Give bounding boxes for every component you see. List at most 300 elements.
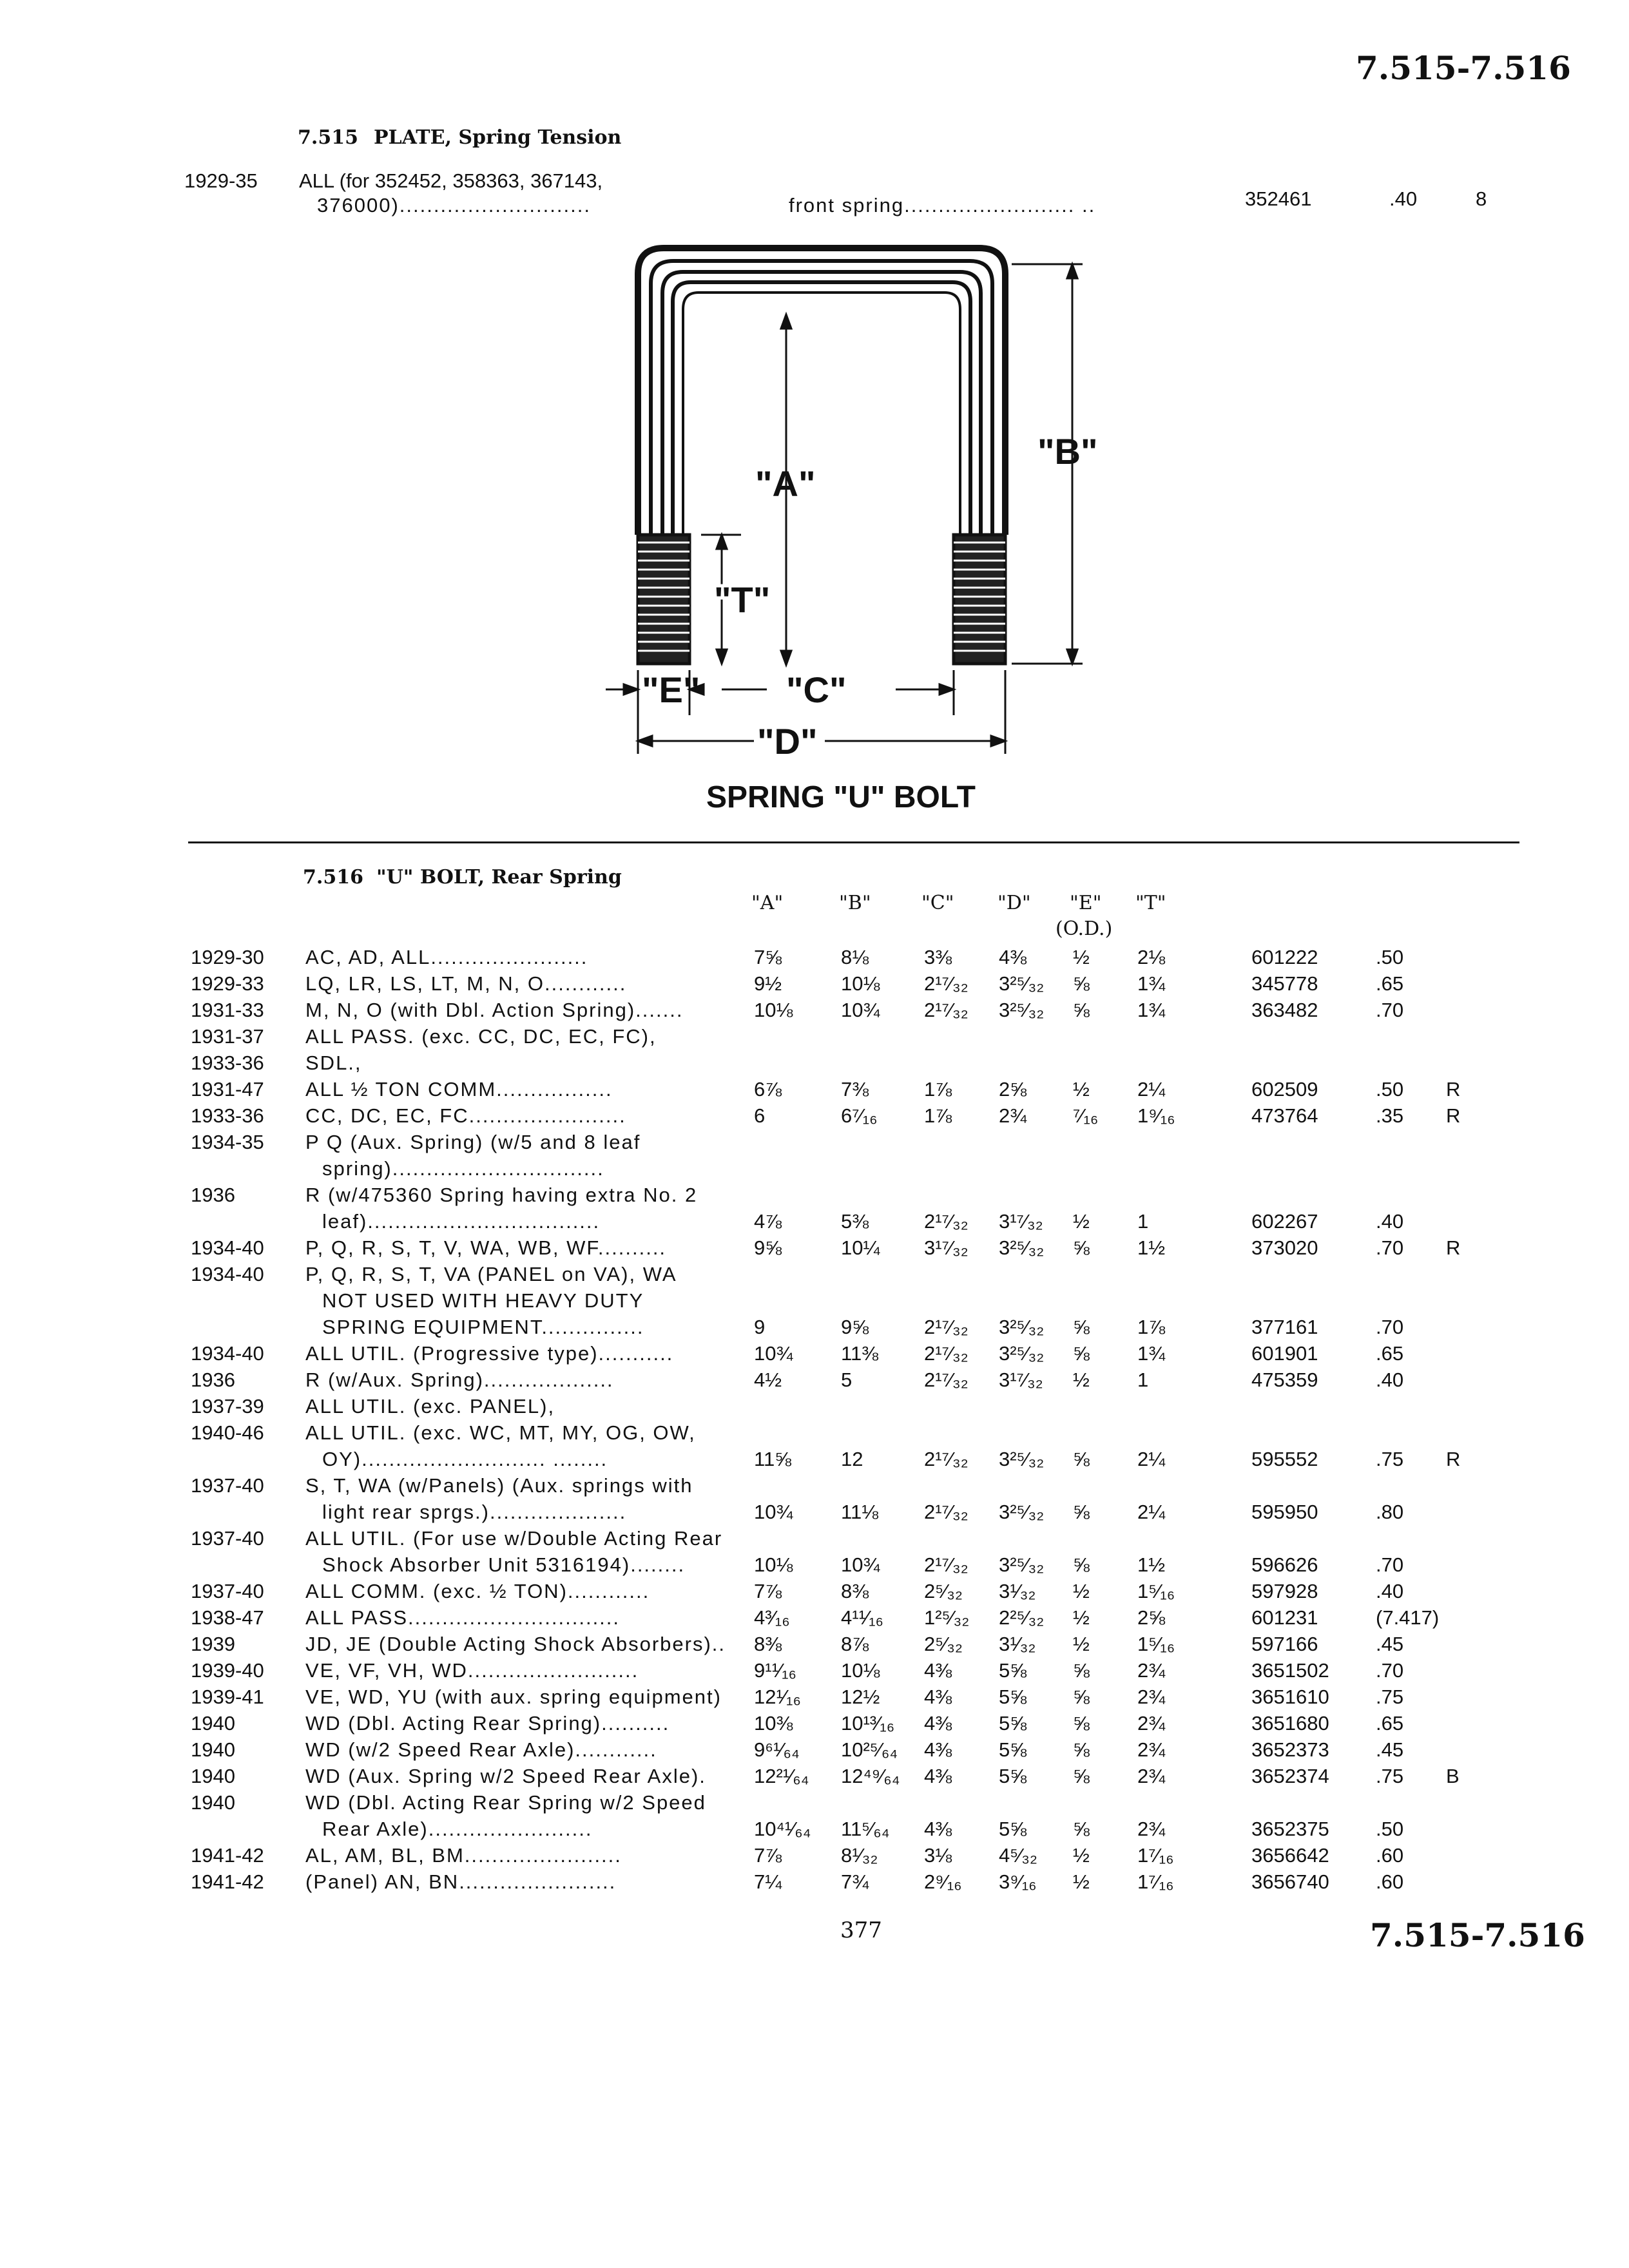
row-price: .40 xyxy=(1376,1580,1404,1602)
label-T: "T" xyxy=(714,579,771,620)
column-subheader-od: (O.D.) xyxy=(1055,918,1113,940)
row-model: Rear Axle)........................ xyxy=(322,1818,593,1840)
row-dim-a: 4⅞ xyxy=(754,1210,782,1233)
row-year: 1940 xyxy=(191,1765,235,1787)
row-model: ALL PASS. (exc. CC, DC, EC, FC), xyxy=(305,1025,657,1048)
row-dim-e: ½ xyxy=(1073,1633,1090,1655)
row-year: 1933-36 xyxy=(191,1052,264,1074)
row-price: .45 xyxy=(1376,1633,1404,1655)
row-dim-t: 2¼ xyxy=(1137,1448,1166,1470)
table-row xyxy=(0,1341,1629,1367)
row-dim-a: 6 xyxy=(754,1104,766,1127)
row-model: LQ, LR, LS, LT, M, N, O............ xyxy=(305,972,627,995)
row-model: WD (w/2 Speed Rear Axle)............ xyxy=(305,1738,657,1761)
row-part-number: 597928 xyxy=(1251,1580,1318,1602)
table-row xyxy=(0,1684,1629,1710)
row-dim-t: 1⁹⁄₁₆ xyxy=(1137,1104,1175,1127)
row-dim-a: 6⅞ xyxy=(754,1078,782,1100)
row-price: .65 xyxy=(1376,1342,1404,1365)
table-row xyxy=(0,945,1629,970)
row-price: .70 xyxy=(1376,1553,1404,1576)
row-dim-d: 5⅝ xyxy=(999,1818,1027,1840)
column-header-B: "B" xyxy=(839,892,871,914)
row-dim-a: 7⅞ xyxy=(754,1844,782,1867)
plate-model-line2: 376000)............................ xyxy=(317,194,591,216)
row-price: .75 xyxy=(1376,1765,1404,1787)
row-dim-e: ⅝ xyxy=(1073,1686,1090,1708)
row-dim-a: 7¼ xyxy=(754,1870,782,1893)
row-dim-b: 8⅛ xyxy=(841,946,869,968)
row-part-number: 475359 xyxy=(1251,1369,1318,1391)
row-part-number: 3652375 xyxy=(1251,1818,1329,1840)
row-dim-t: 1⁷⁄₁₆ xyxy=(1137,1844,1174,1867)
row-year: 1940-46 xyxy=(191,1421,264,1444)
row-dim-c: 2¹⁷⁄₃₂ xyxy=(924,1553,969,1576)
row-part-number: 3651680 xyxy=(1251,1712,1329,1735)
row-dim-b: 10¹³⁄₁₆ xyxy=(841,1712,895,1735)
row-dim-c: 2¹⁷⁄₃₂ xyxy=(924,972,969,995)
row-part-number: 363482 xyxy=(1251,999,1318,1021)
row-dim-e: ½ xyxy=(1073,1606,1090,1629)
table-row xyxy=(0,1579,1629,1604)
row-year: 1937-40 xyxy=(191,1474,264,1497)
row-dim-t: 1⅞ xyxy=(1137,1316,1166,1338)
row-dim-t: 1½ xyxy=(1137,1236,1166,1259)
row-dim-c: 4⅜ xyxy=(924,1818,952,1840)
row-dim-d: 3²⁵⁄₃₂ xyxy=(999,1448,1045,1470)
row-part-number: 601231 xyxy=(1251,1606,1318,1629)
row-dim-a: 9⁶¹⁄₆₄ xyxy=(754,1738,800,1761)
row-dim-t: 2¾ xyxy=(1137,1738,1166,1761)
row-model: P, Q, R, S, T, V, WA, WB, WF.......... xyxy=(305,1236,667,1259)
section-plate-number: 7.515 xyxy=(298,126,358,149)
row-dim-a: 10⅛ xyxy=(754,999,793,1021)
row-model: OY)........................... ........ xyxy=(322,1448,608,1470)
row-part-number: 345778 xyxy=(1251,972,1318,995)
row-dim-b: 10¾ xyxy=(841,999,880,1021)
row-dim-c: 2¹⁷⁄₃₂ xyxy=(924,1448,969,1470)
row-code: R xyxy=(1446,1236,1461,1259)
row-year: 1937-40 xyxy=(191,1580,264,1602)
row-dim-b: 12½ xyxy=(841,1686,880,1708)
table-row xyxy=(0,1182,1629,1208)
row-price: .65 xyxy=(1376,1712,1404,1735)
row-year: 1940 xyxy=(191,1791,235,1814)
row-dim-e: ⁷⁄₁₆ xyxy=(1073,1104,1099,1127)
row-dim-d: 4⅜ xyxy=(999,946,1027,968)
row-year: 1940 xyxy=(191,1712,235,1735)
row-year: 1934-40 xyxy=(191,1263,264,1285)
table-row xyxy=(0,1737,1629,1763)
table-row xyxy=(0,971,1629,997)
row-model: light rear sprgs.).................... xyxy=(322,1501,627,1523)
row-dim-b: 7⅜ xyxy=(841,1078,869,1100)
row-part-number: 602267 xyxy=(1251,1210,1318,1233)
row-part-number: 597166 xyxy=(1251,1633,1318,1655)
row-model: SPRING EQUIPMENT............... xyxy=(322,1316,644,1338)
plate-price: .40 xyxy=(1389,187,1418,210)
table-row xyxy=(0,1711,1629,1736)
row-model: P Q (Aux. Spring) (w/5 and 8 leaf xyxy=(305,1131,641,1153)
row-dim-a: 9⅝ xyxy=(754,1236,782,1259)
section-plate-title: PLATE, Spring Tension xyxy=(374,126,622,149)
table-row xyxy=(0,1077,1629,1102)
row-dim-c: 4⅜ xyxy=(924,1765,952,1787)
row-dim-c: 4⅜ xyxy=(924,1686,952,1708)
row-dim-e: ½ xyxy=(1073,1210,1090,1233)
row-dim-c: 4⅜ xyxy=(924,1659,952,1682)
row-dim-b: 10¾ xyxy=(841,1553,880,1576)
column-header-C: "C" xyxy=(921,892,954,914)
table-row xyxy=(0,1050,1629,1076)
row-year: 1939-41 xyxy=(191,1686,264,1708)
column-header-D: "D" xyxy=(998,892,1031,914)
row-dim-b: 10²⁵⁄₆₄ xyxy=(841,1738,898,1761)
row-model: ALL UTIL. (exc. WC, MT, MY, OG, OW, xyxy=(305,1421,696,1444)
table-row xyxy=(0,1314,1629,1340)
label-B: "B" xyxy=(1037,431,1098,472)
row-dim-b: 8⅞ xyxy=(841,1633,869,1655)
row-dim-d: 5⅝ xyxy=(999,1712,1027,1735)
row-dim-d: 2⅝ xyxy=(999,1078,1027,1100)
row-dim-d: 3¹⁄₃₂ xyxy=(999,1580,1036,1602)
row-price: .45 xyxy=(1376,1738,1404,1761)
row-model: ALL UTIL. (For use w/Double Acting Rear xyxy=(305,1527,723,1550)
row-dim-t: 2¼ xyxy=(1137,1501,1166,1523)
row-dim-t: 2¼ xyxy=(1137,1078,1166,1100)
row-dim-c: 2¹⁷⁄₃₂ xyxy=(924,1210,969,1233)
row-dim-a: 9 xyxy=(754,1316,766,1338)
section-divider xyxy=(188,841,1519,843)
row-dim-c: 2¹⁷⁄₃₂ xyxy=(924,1342,969,1365)
row-dim-t: 2¾ xyxy=(1137,1659,1166,1682)
row-dim-d: 3²⁵⁄₃₂ xyxy=(999,1342,1045,1365)
row-dim-e: ½ xyxy=(1073,946,1090,968)
row-price: .80 xyxy=(1376,1501,1404,1523)
plate-model-line1: ALL (for 352452, 358363, 367143, xyxy=(299,169,603,192)
row-dim-e: ⅝ xyxy=(1073,1342,1090,1365)
row-model: NOT USED WITH HEAVY DUTY xyxy=(322,1289,644,1312)
row-dim-b: 11⅜ xyxy=(841,1342,879,1365)
row-dim-t: 2⅝ xyxy=(1137,1606,1166,1629)
row-part-number: 3656642 xyxy=(1251,1844,1329,1867)
row-dim-d: 3¹⁷⁄₃₂ xyxy=(999,1369,1043,1391)
row-dim-b: 8¹⁄₃₂ xyxy=(841,1844,878,1867)
row-dim-b: 8⅜ xyxy=(841,1580,869,1602)
row-dim-e: ⅝ xyxy=(1073,1501,1090,1523)
row-dim-a: 4³⁄₁₆ xyxy=(754,1606,790,1629)
table-row xyxy=(0,1235,1629,1261)
row-model: Shock Absorber Unit 5316194)........ xyxy=(322,1553,686,1576)
table-row xyxy=(0,1288,1629,1314)
thread-left xyxy=(638,535,689,664)
row-year: 1937-40 xyxy=(191,1527,264,1550)
row-dim-c: 4⅜ xyxy=(924,1712,952,1735)
row-dim-e: ½ xyxy=(1073,1078,1090,1100)
label-D: "D" xyxy=(757,721,818,762)
row-code: R xyxy=(1446,1448,1461,1470)
row-code: B xyxy=(1446,1765,1460,1787)
row-dim-d: 5⅝ xyxy=(999,1738,1027,1761)
table-row xyxy=(0,997,1629,1023)
thread-right xyxy=(954,535,1005,664)
column-header-T: "T" xyxy=(1135,892,1166,914)
row-year: 1929-30 xyxy=(191,946,264,968)
row-dim-d: 4⁵⁄₃₂ xyxy=(999,1844,1037,1867)
table-row xyxy=(0,1420,1629,1446)
row-dim-e: ½ xyxy=(1073,1580,1090,1602)
row-price: .40 xyxy=(1376,1210,1404,1233)
row-price: .60 xyxy=(1376,1870,1404,1893)
row-price: .70 xyxy=(1376,1316,1404,1338)
row-dim-b: 12⁴⁹⁄₆₄ xyxy=(841,1765,900,1787)
table-row xyxy=(0,1605,1629,1631)
row-dim-b: 10⅛ xyxy=(841,972,880,995)
table-row xyxy=(0,1103,1629,1129)
row-price: .70 xyxy=(1376,1236,1404,1259)
row-price: (7.417) xyxy=(1376,1606,1440,1629)
table-row xyxy=(0,1499,1629,1525)
row-dim-t: 2¾ xyxy=(1137,1712,1166,1735)
row-dim-a: 9¹¹⁄₁₆ xyxy=(754,1659,797,1682)
row-dim-d: 5⅝ xyxy=(999,1765,1027,1787)
row-dim-b: 4¹¹⁄₁₆ xyxy=(841,1606,884,1629)
row-dim-b: 5⅜ xyxy=(841,1210,869,1233)
row-part-number: 602509 xyxy=(1251,1078,1318,1100)
row-dim-b: 11⅛ xyxy=(841,1501,879,1523)
row-dim-a: 10⅛ xyxy=(754,1553,793,1576)
row-model: CC, DC, EC, FC....................... xyxy=(305,1104,626,1127)
row-dim-d: 5⅝ xyxy=(999,1659,1027,1682)
row-part-number: 3651502 xyxy=(1251,1659,1329,1682)
table-row xyxy=(0,1552,1629,1578)
row-dim-e: ⅝ xyxy=(1073,1236,1090,1259)
table-row xyxy=(0,1262,1629,1287)
row-dim-e: ⅝ xyxy=(1073,1448,1090,1470)
row-dim-b: 9⅝ xyxy=(841,1316,869,1338)
row-dim-c: 3¹⁷⁄₃₂ xyxy=(924,1236,969,1259)
row-year: 1941-42 xyxy=(191,1870,264,1893)
row-dim-c: 2⁹⁄₁₆ xyxy=(924,1870,962,1893)
row-model: ALL UTIL. (Progressive type)........... xyxy=(305,1342,674,1365)
row-model: WD (Dbl. Acting Rear Spring w/2 Speed xyxy=(305,1791,706,1814)
row-model: spring)............................... xyxy=(322,1157,604,1180)
row-model: S, T, WA (w/Panels) (Aux. springs with xyxy=(305,1474,693,1497)
row-dim-e: ⅝ xyxy=(1073,1316,1090,1338)
row-model: M, N, O (with Dbl. Action Spring)....... xyxy=(305,999,684,1021)
row-dim-e: ⅝ xyxy=(1073,1553,1090,1576)
row-model: leaf).................................. xyxy=(322,1210,601,1233)
row-dim-e: ⅝ xyxy=(1073,1765,1090,1787)
table-row xyxy=(0,1869,1629,1895)
row-year: 1936 xyxy=(191,1184,235,1206)
row-dim-d: 3²⁵⁄₃₂ xyxy=(999,1553,1045,1576)
row-part-number: 3652374 xyxy=(1251,1765,1329,1787)
row-dim-d: 2²⁵⁄₃₂ xyxy=(999,1606,1045,1629)
page-range-top: 7.515-7.516 xyxy=(1356,49,1571,87)
row-part-number: 601901 xyxy=(1251,1342,1318,1365)
row-dim-c: 2¹⁷⁄₃₂ xyxy=(924,1501,969,1523)
row-year: 1937-39 xyxy=(191,1395,264,1418)
row-price: .65 xyxy=(1376,972,1404,995)
row-dim-a: 7⅝ xyxy=(754,946,782,968)
row-price: .50 xyxy=(1376,946,1404,968)
row-part-number: 3656740 xyxy=(1251,1870,1329,1893)
row-dim-t: 1¾ xyxy=(1137,1342,1166,1365)
row-dim-c: 1⅞ xyxy=(924,1104,952,1127)
row-dim-b: 10⅛ xyxy=(841,1659,880,1682)
row-price: .35 xyxy=(1376,1104,1404,1127)
row-year: 1929-33 xyxy=(191,972,264,995)
table-row xyxy=(0,1658,1629,1684)
row-part-number: 596626 xyxy=(1251,1553,1318,1576)
row-year: 1941-42 xyxy=(191,1844,264,1867)
table-row xyxy=(0,1763,1629,1789)
row-year: 1934-40 xyxy=(191,1236,264,1259)
row-dim-t: 1¾ xyxy=(1137,972,1166,995)
row-dim-e: ⅝ xyxy=(1073,1659,1090,1682)
table-row xyxy=(0,1129,1629,1155)
row-dim-d: 3²⁵⁄₃₂ xyxy=(999,972,1045,995)
row-dim-d: 3¹⁷⁄₃₂ xyxy=(999,1210,1043,1233)
plate-use: front spring......................... .. xyxy=(789,194,1096,216)
row-year: 1934-40 xyxy=(191,1342,264,1365)
dimension-labels xyxy=(642,431,1098,762)
plate-year: 1929-35 xyxy=(184,169,258,192)
row-dim-a: 10¾ xyxy=(754,1501,793,1523)
row-year: 1933-36 xyxy=(191,1104,264,1127)
row-price: .75 xyxy=(1376,1686,1404,1708)
table-row xyxy=(0,1209,1629,1235)
row-dim-b: 11⁵⁄₆₄ xyxy=(841,1818,890,1840)
row-dim-t: 1 xyxy=(1137,1210,1149,1233)
table-row xyxy=(0,1473,1629,1499)
row-model: SDL., xyxy=(305,1052,362,1074)
page-range-bottom: 7.515-7.516 xyxy=(1370,1916,1585,1954)
row-model: VE, VF, VH, WD......................... xyxy=(305,1659,639,1682)
row-dim-d: 3¹⁄₃₂ xyxy=(999,1633,1036,1655)
row-price: .70 xyxy=(1376,1659,1404,1682)
table-row xyxy=(0,1631,1629,1657)
row-dim-b: 5 xyxy=(841,1369,853,1391)
row-dim-a: 12²¹⁄₆₄ xyxy=(754,1765,809,1787)
row-dim-d: 5⅝ xyxy=(999,1686,1027,1708)
row-dim-e: ⅝ xyxy=(1073,999,1090,1021)
row-model: R (w/475360 Spring having extra No. 2 xyxy=(305,1184,698,1206)
row-part-number: 373020 xyxy=(1251,1236,1318,1259)
row-dim-b: 10¼ xyxy=(841,1236,880,1259)
row-dim-b: 12 xyxy=(841,1448,863,1470)
row-year: 1934-35 xyxy=(191,1131,264,1153)
row-dim-a: 10⁴¹⁄₆₄ xyxy=(754,1818,811,1840)
u-bolt-body xyxy=(638,248,1005,535)
row-dim-d: 3²⁵⁄₃₂ xyxy=(999,1236,1045,1259)
row-dim-c: 1²⁵⁄₃₂ xyxy=(924,1606,970,1629)
table-row xyxy=(0,1790,1629,1816)
row-model: AC, AD, ALL....................... xyxy=(305,946,588,968)
row-dim-a: 12¹⁄₁₆ xyxy=(754,1686,801,1708)
row-part-number: 595950 xyxy=(1251,1501,1318,1523)
row-dim-e: ⅝ xyxy=(1073,1818,1090,1840)
row-year: 1939 xyxy=(191,1633,235,1655)
section-ubolt-number: 7.516 xyxy=(303,866,363,889)
label-A: "A" xyxy=(755,463,816,504)
plate-part-number: 352461 xyxy=(1245,187,1312,210)
table-row xyxy=(0,1156,1629,1182)
row-dim-c: 2⁵⁄₃₂ xyxy=(924,1580,963,1602)
row-dim-t: 1⁷⁄₁₆ xyxy=(1137,1870,1174,1893)
row-price: .50 xyxy=(1376,1078,1404,1100)
table-row xyxy=(0,1446,1629,1472)
row-year: 1931-37 xyxy=(191,1025,264,1048)
column-header-E: "E" xyxy=(1070,892,1102,914)
row-dim-a: 4½ xyxy=(754,1369,782,1391)
column-header-A: "A" xyxy=(751,892,784,914)
row-dim-t: 1⁵⁄₁₆ xyxy=(1137,1633,1175,1655)
row-dim-t: 1½ xyxy=(1137,1553,1166,1576)
row-year: 1939-40 xyxy=(191,1659,264,1682)
row-dim-t: 2⅛ xyxy=(1137,946,1166,968)
row-dim-e: ⅝ xyxy=(1073,972,1090,995)
plate-quantity: 8 xyxy=(1476,187,1487,210)
row-dim-t: 2¾ xyxy=(1137,1765,1166,1787)
row-dim-b: 6⁷⁄₁₆ xyxy=(841,1104,878,1127)
row-code: R xyxy=(1446,1104,1461,1127)
table-row xyxy=(0,1843,1629,1869)
row-dim-e: ½ xyxy=(1073,1844,1090,1867)
row-dim-t: 1¾ xyxy=(1137,999,1166,1021)
row-year: 1931-33 xyxy=(191,999,264,1021)
row-model: ALL UTIL. (exc. PANEL), xyxy=(305,1395,555,1418)
row-dim-a: 8⅜ xyxy=(754,1633,782,1655)
row-dim-t: 1 xyxy=(1137,1369,1149,1391)
row-dim-t: 1⁵⁄₁₆ xyxy=(1137,1580,1175,1602)
row-model: WD (Aux. Spring w/2 Speed Rear Axle). xyxy=(305,1765,706,1787)
row-year: 1938-47 xyxy=(191,1606,264,1629)
row-dim-c: 3⅜ xyxy=(924,946,952,968)
row-dim-e: ⅝ xyxy=(1073,1712,1090,1735)
row-code: R xyxy=(1446,1078,1461,1100)
row-part-number: 473764 xyxy=(1251,1104,1318,1127)
label-C: "C" xyxy=(786,669,847,710)
row-dim-d: 3²⁵⁄₃₂ xyxy=(999,999,1045,1021)
row-model: WD (Dbl. Acting Rear Spring).......... xyxy=(305,1712,670,1735)
row-model: P, Q, R, S, T, VA (PANEL on VA), WA xyxy=(305,1263,677,1285)
row-model: VE, WD, YU (with aux. spring equipment) xyxy=(305,1686,722,1708)
row-dim-a: 11⅝ xyxy=(754,1448,792,1470)
row-price: .60 xyxy=(1376,1844,1404,1867)
row-part-number: 595552 xyxy=(1251,1448,1318,1470)
row-model: ALL PASS............................... xyxy=(305,1606,621,1629)
u-bolt-diagram xyxy=(593,238,1108,780)
row-model: R (w/Aux. Spring)................... xyxy=(305,1369,614,1391)
row-model: JD, JE (Double Acting Shock Absorbers).. xyxy=(305,1633,726,1655)
row-price: .75 xyxy=(1376,1448,1404,1470)
row-year: 1940 xyxy=(191,1738,235,1761)
section-ubolt-title: "U" BOLT, Rear Spring xyxy=(376,866,622,889)
row-dim-t: 2¾ xyxy=(1137,1686,1166,1708)
row-dim-c: 2¹⁷⁄₃₂ xyxy=(924,1369,969,1391)
row-dim-c: 1⅞ xyxy=(924,1078,952,1100)
row-dim-a: 7⅞ xyxy=(754,1580,782,1602)
row-dim-c: 2⁵⁄₃₂ xyxy=(924,1633,963,1655)
row-dim-a: 10¾ xyxy=(754,1342,793,1365)
row-dim-b: 7¾ xyxy=(841,1870,869,1893)
page-number: 377 xyxy=(840,1917,882,1943)
table-row xyxy=(0,1367,1629,1393)
row-dim-d: 2¾ xyxy=(999,1104,1027,1127)
row-model: AL, AM, BL, BM....................... xyxy=(305,1844,622,1867)
